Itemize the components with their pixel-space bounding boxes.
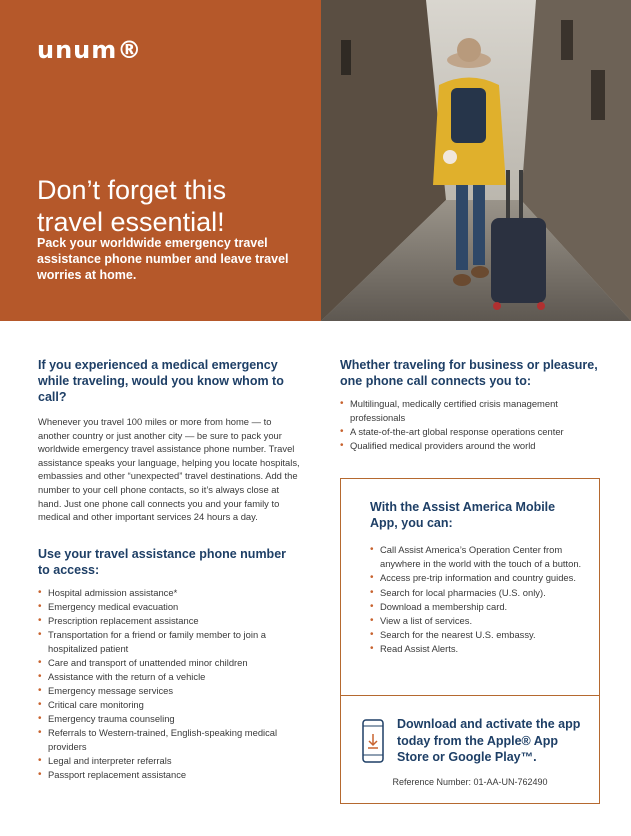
list-item: • Search for the nearest U.S. embassy. [370, 628, 584, 642]
right-column [340, 357, 602, 453]
list-item: • Referrals to Western-trained, English-speaking medical providers [38, 726, 300, 754]
list-item: • A state-of-the-art global response operations center [340, 425, 602, 439]
list-item: • Passport replacement assistance [38, 768, 300, 782]
connect-heading: Whether traveling for business or pleasure, one phone call connects you to: [340, 358, 598, 388]
medical-body: Whenever you travel 100 miles or more from home — to another country or just another city — be sure to pack your worldwide emergency travel assistance phone number. Travel assistance speaks your language, helping you locate hospitals, embassies and other “unexpected” travel destinations. Add the number to your cell phone contacts, so it’s always close at hand. Just one phone call connects you and your family to medical and other important services 24 hours a day. [38, 416, 300, 523]
list-item: • Multilingual, medically certified crisis management professionals [340, 397, 602, 425]
page-title [37, 174, 307, 238]
list-item: • Read Assist Alerts. [370, 642, 584, 656]
box-divider [341, 695, 599, 696]
left-column [38, 357, 300, 782]
headline-line-1: Don’t forget this [37, 175, 227, 206]
medical-heading: If you experienced a medical emergency while traveling, would you know whom to call? [38, 358, 284, 404]
download-cta: Download and activate the app today from the Apple® App Store or Google Play™. [397, 717, 581, 764]
list-item: • Prescription replacement assistance [38, 614, 300, 628]
list-item: • Search for local pharmacies (U.S. only). [370, 586, 584, 600]
list-item: • Critical care monitoring [38, 698, 300, 712]
list-item: • Assistance with the return of a vehicle [38, 670, 300, 684]
hero-subhead: Pack your worldwide emergency travel assistance phone number and leave travel worries at home. [37, 236, 289, 282]
list-item: • Care and transport of unattended minor children [38, 656, 300, 670]
unum-logo: unum® [37, 36, 143, 64]
list-item: • Call Assist America’s Operation Center from anywhere in the world with the touch of a button. [370, 543, 584, 571]
connect-list [340, 397, 602, 453]
list-item: • Download a membership card. [370, 600, 584, 614]
phone-download-icon [362, 719, 384, 768]
reference-number: Reference Number: 01-AA-UN-762490 [392, 777, 548, 787]
list-item: • Emergency message services [38, 684, 300, 698]
list-item: • Legal and interpreter referrals [38, 754, 300, 768]
list-item: • Transportation for a friend or family member to join a hospitalized patient [38, 628, 300, 656]
list-item: • Hospital admission assistance* [38, 586, 300, 600]
list-item: • Qualified medical providers around the world [340, 439, 602, 453]
traveler-photo [321, 0, 631, 321]
access-list [38, 586, 300, 782]
access-section [38, 546, 300, 782]
list-item: • Access pre-trip information and country guides. [370, 571, 584, 585]
list-item: • View a list of services. [370, 614, 584, 628]
headline-line-2: travel essential! [37, 207, 225, 238]
app-feature-list [370, 543, 584, 657]
access-heading: Use your travel assistance phone number to access: [38, 546, 287, 577]
hero-panel [0, 0, 321, 321]
list-item: • Emergency trauma counseling [38, 712, 300, 726]
list-item: • Emergency medical evacuation [38, 600, 300, 614]
app-heading: With the Assist America Mobile App, you can: [370, 500, 556, 530]
app-box [340, 478, 600, 804]
